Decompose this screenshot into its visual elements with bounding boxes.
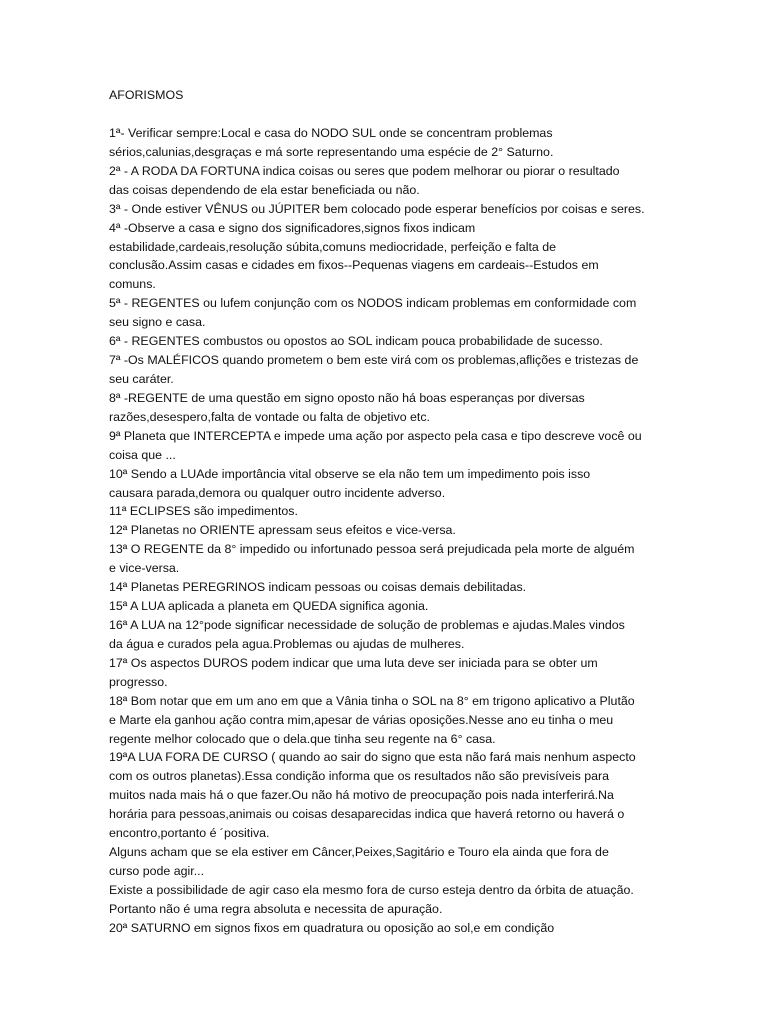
text-line: progresso.	[109, 674, 168, 689]
text-line: 15ª A LUA aplicada a planeta em QUEDA significa agonia.	[109, 599, 429, 614]
text-line: 3ª - Onde estiver VÊNUS ou JÚPITER bem colocado pode esperar benefícios por coisas e seres.	[109, 201, 645, 216]
text-line: Portanto não é uma regra absoluta e necessita de apuração.	[109, 901, 443, 916]
text-line: muitos nada mais há o que fazer.Ou não há motivo de preocupação pois nada interferirá.Na	[109, 788, 614, 803]
text-line: curso pode agir...	[109, 863, 205, 878]
document-body	[109, 124, 669, 938]
text-line: 11ª ECLIPSES são impedimentos.	[109, 504, 298, 519]
text-line: seu caráter.	[109, 371, 174, 386]
text-line: 12ª Planetas no ORIENTE apressam seus efeitos e vice-versa.	[109, 523, 456, 538]
text-line: razões,desespero,falta de vontade ou falta de objetivo etc.	[109, 409, 430, 424]
text-line: 20ª SATURNO em signos fixos em quadratura ou oposição ao sol,e em condição	[109, 920, 555, 935]
text-line: causara parada,demora ou qualquer outro incidente adverso.	[109, 485, 446, 500]
text-line: regente melhor colocado que o dela.que tinha seu regente na 6° casa.	[109, 731, 496, 746]
text-line: das coisas dependendo de ela estar beneficiada ou não.	[109, 182, 420, 197]
text-line: 6ª - REGENTES combustos ou opostos ao SOL indicam pouca probabilidade de sucesso.	[109, 334, 603, 349]
text-line: 14ª Planetas PEREGRINOS indicam pessoas ou coisas demais debilitadas.	[109, 580, 527, 595]
text-line: 2ª - A RODA DA FORTUNA indica coisas ou seres que podem melhorar ou piorar o resultado	[109, 163, 620, 178]
text-line: encontro,portanto é ´positiva.	[109, 826, 270, 841]
text-line: seu signo e casa.	[109, 315, 206, 330]
text-line: 17ª Os aspectos DUROS podem indicar que uma luta deve ser iniciada para se obter um	[109, 655, 598, 670]
text-line: da água e curados pela agua.Problemas ou ajudas de mulheres.	[109, 636, 465, 651]
text-line: sérios,calunias,desgraças e má sorte representando uma espécie de 2° Saturno.	[109, 144, 554, 159]
text-line: Existe a possibilidade de agir caso ela mesmo fora de curso esteja dentro da órbita de atuação.	[109, 882, 634, 897]
text-line: e Marte ela ganhou ação contra mim,apesar de várias oposições.Nesse ano eu tinha o meu	[109, 712, 614, 727]
text-line: 1ª- Verificar sempre:Local e casa do NODO SUL onde se concentram problemas	[109, 126, 553, 140]
text-line: 16ª A LUA na 12°pode significar necessidade de solução de problemas e ajudas.Males vindos	[109, 617, 625, 632]
text-line: horária para pessoas,animais ou coisas desaparecidas indica que haverá retorno ou haverá o	[109, 807, 625, 822]
text-line: estabilidade,cardeais,resolução súbita,comuns mediocridade, perfeição e falta de	[109, 239, 557, 254]
text-line: 8ª -REGENTE de uma questão em signo oposto não há boas esperanças por diversas	[109, 390, 585, 405]
text-line: 9ª Planeta que INTERCEPTA e impede uma ação por aspecto pela casa e tipo descreve você ou	[109, 428, 642, 443]
text-line: coisa que ...	[109, 447, 176, 462]
text-line: e vice-versa.	[109, 561, 180, 576]
text-line: 5ª - REGENTES ou lufem conjunção com os NODOS indicam problemas em conformidade com	[109, 296, 637, 311]
text-line: 10ª Sendo a LUAde importância vital observe se ela não tem um impedimento pois isso	[109, 466, 591, 481]
text-line: com os outros planetas).Essa condição informa que os resultados não são previsíveis para	[109, 769, 610, 784]
text-line: comuns.	[109, 277, 156, 292]
document-title: AFORISMOS	[109, 88, 184, 102]
text-line: 18ª Bom notar que em um ano em que a Vânia tinha o SOL na 8° em trigono aplicativo a Plutão	[109, 693, 635, 708]
text-line: Alguns acham que se ela estiver em Câncer,Peixes,Sagitário e Touro ela ainda que fora de	[109, 845, 609, 860]
text-line: conclusão.Assim casas e cidades em fixos--Pequenas viagens em cardeais--Estudos em	[109, 258, 599, 273]
text-line: 13ª O REGENTE da 8° impedido ou infortunado pessoa será prejudicada pela morte de alguém	[109, 542, 635, 557]
text-line: 4ª -Observe a casa e signo dos significadores,signos fixos indicam	[109, 220, 476, 235]
text-line: 7ª -Os MALÉFICOS quando prometem o bem este virá com os problemas,aflições e tristezas de	[109, 353, 639, 368]
text-line: 19ªA LUA FORA DE CURSO ( quando ao sair do signo que esta não fará mais nenhum aspecto	[109, 750, 636, 765]
